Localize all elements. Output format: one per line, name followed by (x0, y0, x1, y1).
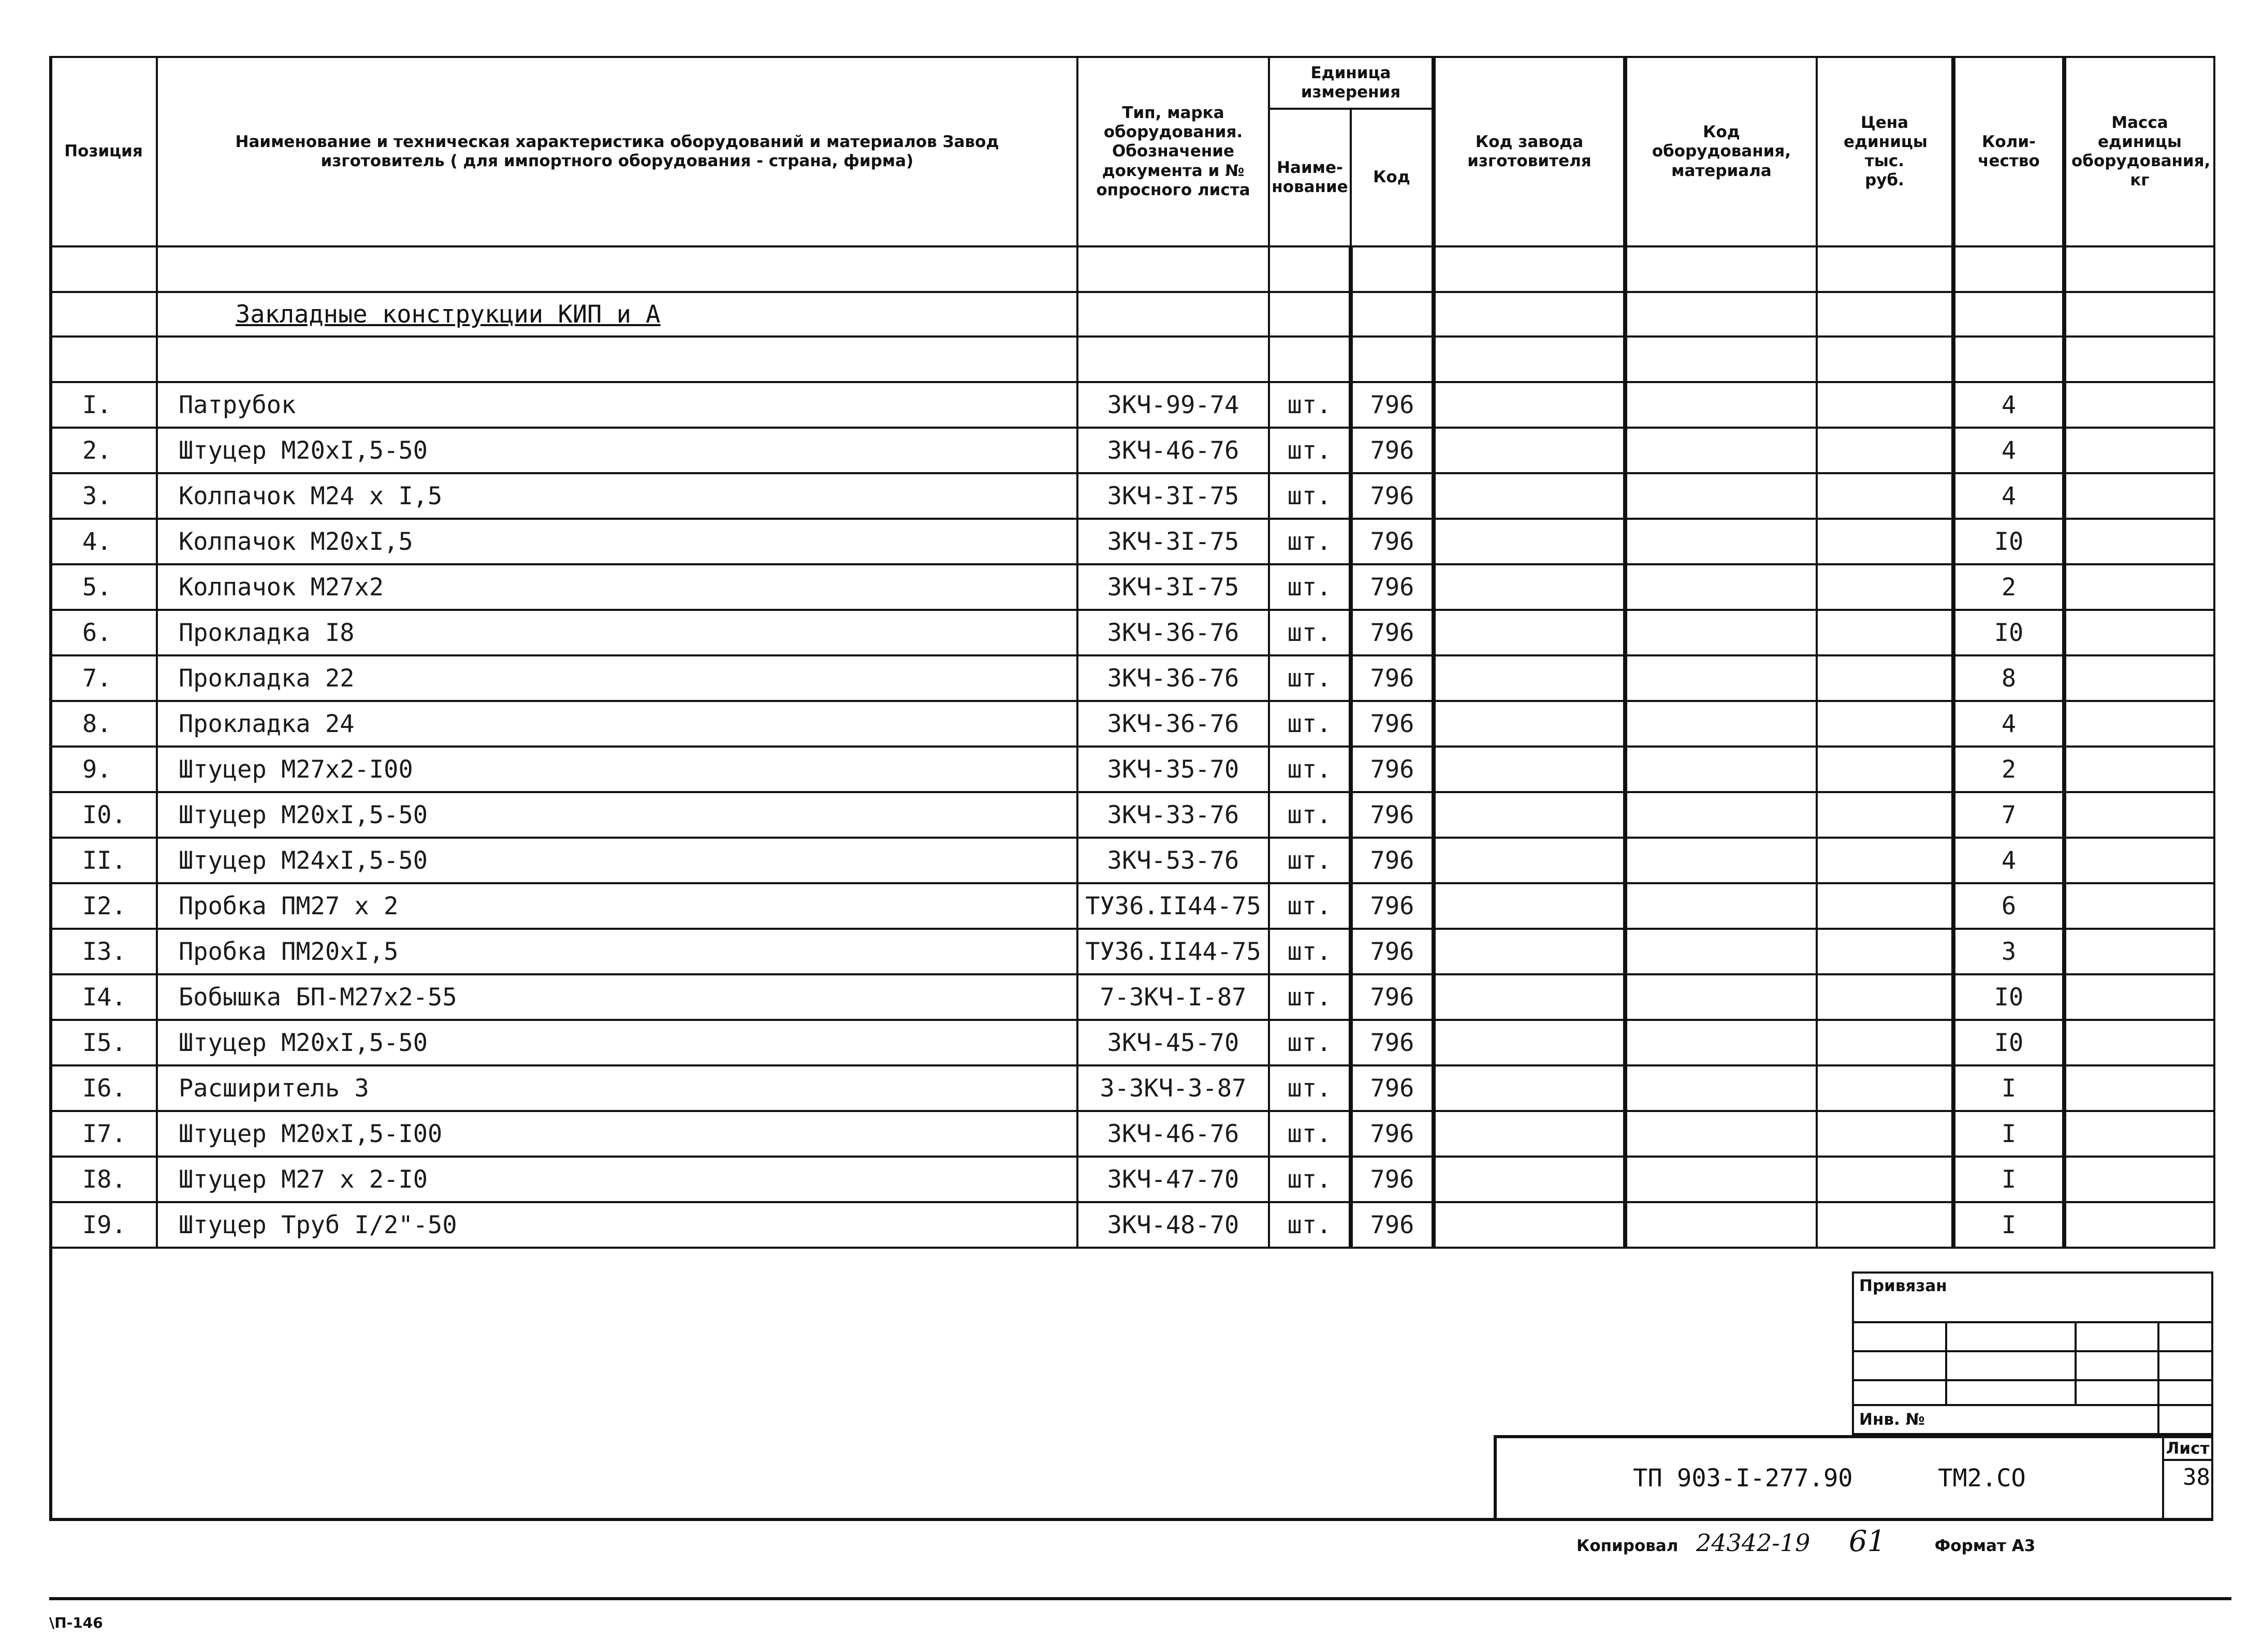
row-type: ЗКЧ-3I-75 (1077, 519, 1269, 564)
row-mass (2064, 1157, 2214, 1202)
row-factory-code (1434, 1157, 1625, 1202)
attached-label: Привязан (1859, 1277, 1947, 1295)
row-unit: шт. (1269, 974, 1351, 1020)
row-equipment-code (1625, 1065, 1817, 1111)
row-quantity: 4 (1953, 473, 2064, 519)
row-unit-code: 796 (1351, 929, 1434, 974)
row-unit: шт. (1269, 883, 1351, 929)
row-position: 5. (50, 564, 157, 610)
row-mass (2064, 519, 2214, 564)
specification-table (49, 56, 2215, 1249)
table-row (50, 610, 2214, 655)
row-quantity: 4 (1953, 382, 2064, 428)
row-quantity: 4 (1953, 428, 2064, 473)
row-unit: шт. (1269, 1020, 1351, 1065)
row-unit: шт. (1269, 1065, 1351, 1111)
row-name: Штуцер М27х2-I00 (157, 747, 1077, 792)
row-quantity: I0 (1953, 519, 2064, 564)
title-block (1494, 1435, 2213, 1521)
doc-suffix: ТМ2.СО (1938, 1464, 2026, 1493)
sheet-label: Лист (2164, 1438, 2211, 1461)
row-equipment-code (1625, 519, 1817, 564)
row-type: ЗКЧ-3I-75 (1077, 473, 1269, 519)
header-type: Тип, марка оборудования. Обозначение документа и № опросного листа (1077, 57, 1269, 246)
table-row (50, 792, 2214, 838)
row-mass (2064, 792, 2214, 838)
row-unit-code: 796 (1351, 428, 1434, 473)
row-equipment-code (1625, 382, 1817, 428)
row-name: Пробка ПМ20хI,5 (157, 929, 1077, 974)
row-price (1817, 1157, 1953, 1202)
row-position: I8. (50, 1157, 157, 1202)
row-unit: шт. (1269, 428, 1351, 473)
row-equipment-code (1625, 1157, 1817, 1202)
table-row (50, 1157, 2214, 1202)
row-factory-code (1434, 747, 1625, 792)
row-equipment-code (1625, 883, 1817, 929)
row-unit-code: 796 (1351, 473, 1434, 519)
row-unit: шт. (1269, 473, 1351, 519)
row-name: Штуцер М24хI,5-50 (157, 838, 1077, 883)
row-factory-code (1434, 473, 1625, 519)
row-mass (2064, 382, 2214, 428)
row-price (1817, 610, 1953, 655)
row-factory-code (1434, 701, 1625, 747)
row-price (1817, 473, 1953, 519)
row-factory-code (1434, 655, 1625, 701)
row-name: Патрубок (157, 382, 1077, 428)
row-price (1817, 519, 1953, 564)
doc-number: ТП 903-I-277.90 (1633, 1464, 1853, 1493)
row-type: 3-ЗКЧ-3-87 (1077, 1065, 1269, 1111)
inv-no-label: Инв. № (1859, 1410, 1925, 1429)
row-position: 8. (50, 701, 157, 747)
row-position: I2. (50, 883, 157, 929)
table-row (50, 838, 2214, 883)
row-mass (2064, 883, 2214, 929)
row-unit: шт. (1269, 382, 1351, 428)
row-equipment-code (1625, 929, 1817, 974)
row-unit-code: 796 (1351, 701, 1434, 747)
row-name: Колпачок М27х2 (157, 564, 1077, 610)
row-equipment-code (1625, 701, 1817, 747)
row-unit-code: 796 (1351, 747, 1434, 792)
row-factory-code (1434, 974, 1625, 1020)
row-type: ЗКЧ-48-70 (1077, 1202, 1269, 1248)
row-position: I9. (50, 1202, 157, 1248)
table-row (50, 428, 2214, 473)
row-price (1817, 929, 1953, 974)
row-mass (2064, 610, 2214, 655)
row-type: ЗКЧ-46-76 (1077, 1111, 1269, 1157)
row-position: 6. (50, 610, 157, 655)
row-name: Штуцер Труб I/2"-50 (157, 1202, 1077, 1248)
row-type: ТУ36.II44-75 (1077, 929, 1269, 974)
row-mass (2064, 428, 2214, 473)
row-quantity: I0 (1953, 1020, 2064, 1065)
row-quantity: I0 (1953, 974, 2064, 1020)
section-title-row (50, 292, 2214, 337)
table-row (50, 655, 2214, 701)
row-name: Штуцер М20хI,5-50 (157, 1020, 1077, 1065)
row-unit: шт. (1269, 655, 1351, 701)
row-mass (2064, 838, 2214, 883)
table-row (50, 519, 2214, 564)
row-unit-code: 796 (1351, 1157, 1434, 1202)
table-row (50, 974, 2214, 1020)
row-name: Штуцер М20хI,5-I00 (157, 1111, 1077, 1157)
table-row (50, 564, 2214, 610)
row-quantity: I (1953, 1202, 2064, 1248)
row-mass (2064, 747, 2214, 792)
row-unit-code: 796 (1351, 883, 1434, 929)
row-unit-code: 796 (1351, 519, 1434, 564)
row-position: 9. (50, 747, 157, 792)
row-type: ЗКЧ-99-74 (1077, 382, 1269, 428)
header-factory-code: Код завода изготовителя (1434, 57, 1625, 246)
row-name: Штуцер М20хI,5-50 (157, 428, 1077, 473)
row-equipment-code (1625, 1202, 1817, 1248)
table-row (50, 473, 2214, 519)
footer-rule (49, 1597, 2231, 1600)
row-unit-code: 796 (1351, 655, 1434, 701)
row-factory-code (1434, 382, 1625, 428)
row-unit: шт. (1269, 1111, 1351, 1157)
row-unit-code: 796 (1351, 1202, 1434, 1248)
table-row (50, 701, 2214, 747)
row-equipment-code (1625, 838, 1817, 883)
table-row (50, 883, 2214, 929)
row-unit: шт. (1269, 1157, 1351, 1202)
row-unit-code: 796 (1351, 1111, 1434, 1157)
row-mass (2064, 701, 2214, 747)
row-price (1817, 382, 1953, 428)
row-equipment-code (1625, 655, 1817, 701)
row-position: 7. (50, 655, 157, 701)
table-row (50, 1065, 2214, 1111)
row-price (1817, 428, 1953, 473)
header-position: Позиция (50, 57, 157, 246)
row-equipment-code (1625, 428, 1817, 473)
row-quantity: 6 (1953, 883, 2064, 929)
table-row (50, 1111, 2214, 1157)
row-name: Прокладка 22 (157, 655, 1077, 701)
header-equipment-code: Код оборудования, материала (1625, 57, 1817, 246)
row-mass (2064, 1065, 2214, 1111)
row-mass (2064, 974, 2214, 1020)
attached-stamp (1852, 1271, 2213, 1435)
blank-row (50, 337, 2214, 382)
row-equipment-code (1625, 1020, 1817, 1065)
row-position: 4. (50, 519, 157, 564)
row-price (1817, 1111, 1953, 1157)
row-factory-code (1434, 929, 1625, 974)
row-type: ЗКЧ-46-76 (1077, 428, 1269, 473)
row-name: Пробка ПМ27 х 2 (157, 883, 1077, 929)
row-type: ЗКЧ-33-76 (1077, 792, 1269, 838)
header-name: Наименование и техническая характеристика оборудований и материалов Завод изготовитель ( для импортного оборудования - страна, фирма) (157, 57, 1077, 246)
header-mass: Масса единицы оборудования, кг (2064, 57, 2214, 246)
row-factory-code (1434, 1065, 1625, 1111)
row-price (1817, 1202, 1953, 1248)
row-unit: шт. (1269, 792, 1351, 838)
row-type: ЗКЧ-36-76 (1077, 610, 1269, 655)
table-row (50, 382, 2214, 428)
row-position: II. (50, 838, 157, 883)
format-label: Формат А3 (1934, 1537, 2036, 1555)
copied-value: 24342-19 (1696, 1529, 1811, 1557)
row-name: Прокладка I8 (157, 610, 1077, 655)
row-equipment-code (1625, 747, 1817, 792)
row-quantity: I (1953, 1111, 2064, 1157)
row-name: Бобышка БП-М27х2-55 (157, 974, 1077, 1020)
row-name: Прокладка 24 (157, 701, 1077, 747)
header-unit-group: Единица измерения (1269, 57, 1434, 109)
row-unit: шт. (1269, 929, 1351, 974)
row-quantity: 7 (1953, 792, 2064, 838)
row-quantity: 4 (1953, 838, 2064, 883)
row-type: ЗКЧ-45-70 (1077, 1020, 1269, 1065)
row-mass (2064, 564, 2214, 610)
table-row (50, 929, 2214, 974)
row-mass (2064, 1020, 2214, 1065)
row-mass (2064, 1111, 2214, 1157)
section-title: Закладные конструкции КИП и А (157, 292, 1077, 337)
row-price (1817, 655, 1953, 701)
row-quantity: 3 (1953, 929, 2064, 974)
copied-note (1576, 1525, 2035, 1558)
row-unit-code: 796 (1351, 610, 1434, 655)
header-unit-code: Код (1351, 109, 1434, 246)
row-equipment-code (1625, 564, 1817, 610)
row-quantity: 2 (1953, 747, 2064, 792)
row-quantity: I0 (1953, 610, 2064, 655)
row-factory-code (1434, 1020, 1625, 1065)
blank-row (50, 246, 2214, 292)
row-name: Штуцер М20хI,5-50 (157, 792, 1077, 838)
row-mass (2064, 1202, 2214, 1248)
row-type: 7-ЗКЧ-I-87 (1077, 974, 1269, 1020)
row-position: I6. (50, 1065, 157, 1111)
row-unit-code: 796 (1351, 838, 1434, 883)
row-unit-code: 796 (1351, 792, 1434, 838)
row-price (1817, 883, 1953, 929)
row-price (1817, 701, 1953, 747)
row-factory-code (1434, 428, 1625, 473)
row-position: I7. (50, 1111, 157, 1157)
row-price (1817, 564, 1953, 610)
row-factory-code (1434, 792, 1625, 838)
row-unit-code: 796 (1351, 564, 1434, 610)
row-equipment-code (1625, 974, 1817, 1020)
row-quantity: 8 (1953, 655, 2064, 701)
row-name: Штуцер М27 х 2-I0 (157, 1157, 1077, 1202)
table-row (50, 747, 2214, 792)
row-factory-code (1434, 519, 1625, 564)
row-mass (2064, 473, 2214, 519)
row-mass (2064, 929, 2214, 974)
row-quantity: 2 (1953, 564, 2064, 610)
row-unit: шт. (1269, 610, 1351, 655)
row-type: ТУ36.II44-75 (1077, 883, 1269, 929)
row-mass (2064, 655, 2214, 701)
row-quantity: I (1953, 1065, 2064, 1111)
row-type: ЗКЧ-36-76 (1077, 701, 1269, 747)
header-quantity: Коли-чество (1953, 57, 2064, 246)
row-quantity: I (1953, 1157, 2064, 1202)
header-unit-name: Наиме-нование (1269, 109, 1351, 246)
copied-label: Копировал (1576, 1537, 1678, 1555)
row-factory-code (1434, 564, 1625, 610)
row-unit: шт. (1269, 519, 1351, 564)
row-factory-code (1434, 1111, 1625, 1157)
row-type: ЗКЧ-47-70 (1077, 1157, 1269, 1202)
row-name: Колпачок М20хI,5 (157, 519, 1077, 564)
row-unit: шт. (1269, 564, 1351, 610)
row-position: I3. (50, 929, 157, 974)
table-row (50, 1020, 2214, 1065)
row-unit: шт. (1269, 747, 1351, 792)
row-quantity: 4 (1953, 701, 2064, 747)
row-position: I0. (50, 792, 157, 838)
row-price (1817, 747, 1953, 792)
row-position: I. (50, 382, 157, 428)
row-equipment-code (1625, 792, 1817, 838)
table-row (50, 1202, 2214, 1248)
row-equipment-code (1625, 610, 1817, 655)
row-type: ЗКЧ-53-76 (1077, 838, 1269, 883)
row-factory-code (1434, 610, 1625, 655)
row-position: 3. (50, 473, 157, 519)
row-position: I5. (50, 1020, 157, 1065)
row-unit-code: 796 (1351, 382, 1434, 428)
row-unit: шт. (1269, 838, 1351, 883)
row-position: I4. (50, 974, 157, 1020)
row-name: Расширитель 3 (157, 1065, 1077, 1111)
row-unit-code: 796 (1351, 974, 1434, 1020)
row-equipment-code (1625, 473, 1817, 519)
row-factory-code (1434, 883, 1625, 929)
row-unit: шт. (1269, 1202, 1351, 1248)
row-type: ЗКЧ-36-76 (1077, 655, 1269, 701)
row-price (1817, 792, 1953, 838)
corner-mark: \П-146 (49, 1614, 103, 1631)
row-price (1817, 838, 1953, 883)
row-name: Колпачок М24 х I,5 (157, 473, 1077, 519)
row-unit: шт. (1269, 701, 1351, 747)
row-unit-code: 796 (1351, 1020, 1434, 1065)
row-position: 2. (50, 428, 157, 473)
sheet-number: 38 (2183, 1464, 2210, 1490)
header-price: Цена единицы тыс. руб. (1817, 57, 1953, 246)
row-unit-code: 796 (1351, 1065, 1434, 1111)
row-factory-code (1434, 1202, 1625, 1248)
row-price (1817, 974, 1953, 1020)
row-equipment-code (1625, 1111, 1817, 1157)
copied-extra: 61 (1848, 1525, 1886, 1558)
row-factory-code (1434, 838, 1625, 883)
row-price (1817, 1065, 1953, 1111)
row-type: ЗКЧ-3I-75 (1077, 564, 1269, 610)
row-price (1817, 1020, 1953, 1065)
row-type: ЗКЧ-35-70 (1077, 747, 1269, 792)
